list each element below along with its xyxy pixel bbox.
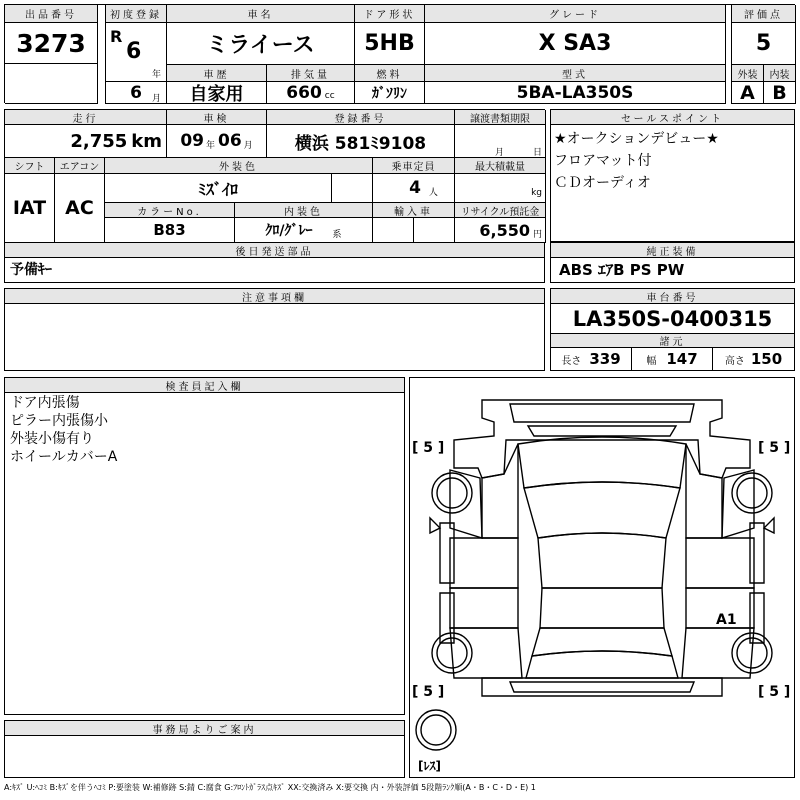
interior-label: 内装 (764, 65, 796, 82)
car-diagram-svg (410, 378, 794, 777)
inspector-line-3: 外装小傷有り (10, 431, 94, 447)
equipment-label: 純正装備 (551, 243, 794, 258)
lot-no: 3273 (5, 23, 98, 63)
door-label: ドア形状 (355, 5, 425, 23)
displacement-label: 排気量 (267, 65, 355, 82)
sales-line-3: ＣＤオーディオ (554, 175, 651, 191)
left-side-rear (450, 588, 518, 628)
exterior-label: 外装 (731, 65, 764, 82)
model-type: 5BA-LA350S (425, 82, 726, 104)
spare-tire: [ﾚｽ] (418, 759, 441, 773)
reg-no: 横浜 581ﾐ9108 (267, 125, 455, 158)
specs-label: 諸元 (551, 334, 794, 348)
equipment-value: ABS ｴｱB PS PW (559, 261, 685, 279)
transfer-label: 譲渡書類期限 (455, 110, 546, 125)
shift: IAT (5, 174, 55, 243)
hood-left (482, 444, 518, 538)
model-name: ミライース (167, 23, 355, 65)
import-label: 輸入車 (373, 203, 455, 218)
right-fender (722, 470, 754, 538)
exterior-color: ﾐｽﾞｲﾛ (105, 174, 332, 203)
left-side-front (450, 538, 518, 588)
grille (528, 426, 676, 436)
tire-rear-left: [ 5 ] (412, 684, 445, 700)
history: 自家用 (167, 82, 267, 104)
score: 5 (731, 23, 796, 65)
left-front-door (440, 523, 454, 583)
damage-mark-a1: A1 (716, 612, 737, 628)
rear-panel (510, 682, 694, 692)
inspector-line-2: ピラー内張傷小 (10, 413, 108, 429)
front-bumper (510, 404, 694, 422)
tire-rear-right: [ 5 ] (758, 684, 791, 700)
air-conditioner: AC (55, 174, 105, 243)
top-block (4, 4, 795, 103)
interior-color: ｸﾛ/ｸﾞﾚｰ 系 (235, 218, 373, 243)
rear-bumper (482, 678, 722, 696)
vehicle-block (4, 109, 545, 242)
grade-label: グレード (425, 5, 726, 23)
capacity: 4 人 (373, 174, 455, 203)
cabin-front (538, 533, 666, 588)
spec-height: 高さ 150 (724, 350, 783, 368)
spec-length: 長さ 339 (551, 348, 632, 370)
sales-label: セールスポイント (551, 110, 794, 125)
grade: X SA3 (425, 23, 726, 65)
color-no-label: カラーNo. (105, 203, 235, 218)
inspection: 09 年 06 月 (167, 125, 267, 158)
rear-window (532, 628, 672, 656)
chassis-number: LA350S-0400315 (551, 304, 794, 334)
left-mirror (430, 518, 440, 533)
fuel-label: 燃料 (355, 65, 425, 82)
cautions-label: 注意事項欄 (5, 289, 544, 304)
inspector-notes (4, 377, 405, 715)
spare-wheel (416, 710, 456, 750)
lot-no-label: 出品番号 (5, 5, 98, 23)
capacity-label: 乗車定員 (373, 158, 455, 174)
score-label: 評価点 (731, 5, 796, 23)
tire-front-left: [ 5 ] (412, 440, 445, 456)
import-a (373, 218, 414, 243)
reg-no-label: 登録番号 (267, 110, 455, 125)
door-type: 5HB (355, 23, 425, 65)
hood-right (686, 444, 722, 538)
transfer-deadline: 月 日 (455, 125, 546, 158)
recycle-fee: 6,550 円 (455, 218, 546, 243)
body-outline-front (454, 400, 750, 478)
wheel-front-left (432, 473, 472, 513)
first-reg-label: 初度登録 (105, 5, 167, 23)
inspection-label: 車検 (167, 110, 267, 125)
wheel-front-right (732, 473, 772, 513)
recycle-label: リサイクル預託金 (455, 203, 546, 218)
load-label: 最大積載量 (455, 158, 546, 174)
import-b (414, 218, 455, 243)
max-load: kg (455, 174, 546, 203)
ac-label: エアコン (55, 158, 105, 174)
history-label: 車歴 (167, 65, 267, 82)
windshield (518, 437, 686, 488)
cabin-rear (540, 588, 664, 628)
spec-width: 幅 147 (632, 348, 713, 370)
first-reg-month: 6 月 (105, 82, 167, 104)
fuel: ｶﾞｿﾘﾝ (355, 82, 425, 104)
chassis-block (550, 288, 795, 371)
shift-label: シフト (5, 158, 55, 174)
roof (524, 482, 680, 538)
right-mirror (764, 518, 774, 533)
color-label: 外装色 (105, 158, 373, 174)
model-label: 車名 (167, 5, 355, 23)
first-reg: R 6 年 (105, 23, 167, 82)
interior-grade: B (764, 82, 796, 104)
office-info (4, 720, 405, 778)
int-color-label: 内装色 (235, 203, 373, 218)
mileage-label: 走行 (5, 110, 167, 125)
inspector-line-4: ホイールカバーA (10, 449, 118, 465)
lot-no-blank (5, 63, 98, 104)
rear-hatch (526, 651, 678, 678)
sales-line-1: ★オークションデビュー★ (554, 131, 719, 147)
chassis-label: 車台番号 (551, 289, 794, 304)
inspector-label: 検査員記入欄 (5, 378, 404, 393)
later-parts-value: 予備ｷｰ (10, 262, 52, 278)
left-fender (450, 470, 482, 538)
car-diagram (409, 377, 795, 778)
inspector-line-1: ドア内張傷 (10, 395, 80, 411)
displacement: 660 cc (267, 82, 355, 104)
color-no: B83 (105, 218, 235, 243)
later-parts (4, 242, 545, 283)
exterior-grade: A (731, 82, 764, 104)
sales-points (550, 109, 795, 242)
right-side-front (686, 538, 754, 588)
cautions (4, 288, 545, 371)
type-label: 型式 (425, 65, 726, 82)
mileage: 2,755 km (5, 125, 167, 158)
tire-front-right: [ 5 ] (758, 440, 791, 456)
legend: A:ｷｽﾞ U:ﾍｺﾐ B:ｷｽﾞを伴うﾍｺﾐ P:要塗装 W:補修跡 S:錆 C:腐食 G:ﾌﾛﾝﾄｶﾞﾗｽ点ｷｽﾞ XX:交換済み X:要交換 内・外装評価 5段階ﾗﾝｸ順(A・B・C・D・E) 1 (4, 783, 536, 792)
office-label: 事務局よりご案内 (5, 721, 404, 736)
right-front-door (750, 523, 764, 583)
later-parts-label: 後日発送部品 (5, 243, 544, 258)
equipment (550, 242, 795, 283)
color-blank (332, 174, 373, 203)
sales-line-2: フロアマット付 (554, 153, 652, 169)
